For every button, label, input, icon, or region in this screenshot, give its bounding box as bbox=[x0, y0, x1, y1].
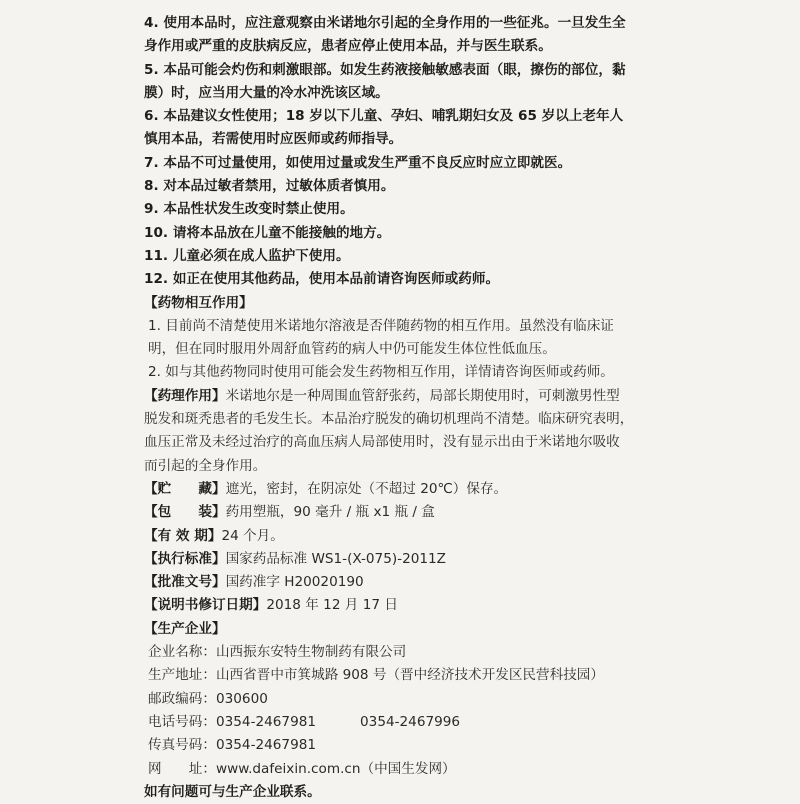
caution-line: 12. 如正在使用其他药品，使用本品前请咨询医师或药师。 bbox=[144, 271, 500, 288]
address-label: 生产地址： bbox=[148, 667, 216, 684]
fields-section bbox=[144, 478, 760, 618]
field-value: 24 个月。 bbox=[221, 527, 284, 544]
caution-line: 慎用本品，若需使用时应医师或药师指导。 bbox=[144, 131, 403, 148]
pharmacology-text: 血压正常及未经过治疗的高血压病人局部使用时，没有显示出由于米诺地尔吸收 bbox=[144, 434, 620, 451]
postcode-label: 邮政编码： bbox=[148, 690, 216, 707]
postcode-row bbox=[144, 688, 760, 711]
fax-label: 传真号码： bbox=[148, 737, 216, 754]
field-value: 2018 年 12 月 17 日 bbox=[266, 597, 398, 614]
field-label: 【执行标准】 bbox=[144, 550, 226, 567]
postcode-value: 030600 bbox=[215, 690, 268, 707]
pharmacology-text: 脱发和斑秃患者的毛发生长。本品治疗脱发的确切机理尚不清楚。临床研究表明， bbox=[144, 411, 634, 428]
field-value: 国药准字 H20020190 bbox=[225, 574, 364, 591]
package-row bbox=[144, 501, 760, 524]
pharmacology-text: 米诺地尔是一种周围血管舒张药，局部长期使用时，可刺激男性型 bbox=[225, 387, 620, 404]
interaction-line: 2. 如与其他药物同时使用可能会发生药物相互作用，详情请咨询医师或药师。 bbox=[148, 364, 614, 381]
cautions-section bbox=[144, 12, 760, 292]
website-label: 网 址： bbox=[148, 760, 216, 777]
website-row bbox=[144, 758, 760, 781]
fax-value: 0354-2467981 bbox=[215, 737, 317, 754]
caution-line: 身作用或严重的皮肤病反应，患者应停止使用本品，并与医生联系。 bbox=[144, 38, 552, 55]
caution-line: 膜）时，应当用大量的冷水冲洗该区域。 bbox=[144, 84, 389, 101]
pharmacology-text: 而引起的全身作用。 bbox=[144, 457, 267, 474]
field-label: 【包 装】 bbox=[144, 504, 226, 521]
field-value: 药用塑瓶，90 毫升 / 瓶 x1 瓶 / 盒 bbox=[225, 504, 435, 521]
pharmacology-section bbox=[144, 385, 760, 478]
website-link[interactable]: www.dafeixin.com.cn（中国生发网） bbox=[215, 760, 456, 777]
section-header: 【药物相互作用】 bbox=[144, 294, 253, 311]
storage-row bbox=[144, 478, 760, 501]
standard-row bbox=[144, 548, 760, 571]
field-label: 【贮 藏】 bbox=[144, 480, 226, 497]
address-row bbox=[144, 664, 760, 687]
manufacturer-section bbox=[144, 618, 760, 804]
phone-label: 电话号码： bbox=[148, 713, 216, 730]
phone-value: 0354-2467981 bbox=[215, 713, 317, 730]
phone-value: 0354-2467996 bbox=[360, 713, 461, 730]
section-header: 【生产企业】 bbox=[144, 620, 226, 637]
field-label: 【批准文号】 bbox=[144, 574, 226, 591]
revision-date-row bbox=[144, 594, 760, 617]
caution-line: 6. 本品建议女性使用；18 岁以下儿童、孕妇、哺乳期妇女及 65 岁以上老年人 bbox=[144, 108, 624, 125]
field-value: 国家药品标准 WS1-(X-075)-2011Z bbox=[225, 550, 446, 567]
field-label: 【有 效 期】 bbox=[144, 527, 222, 544]
interactions-section bbox=[144, 292, 760, 385]
caution-line: 9. 本品性状发生改变时禁止使用。 bbox=[144, 201, 354, 218]
approval-row bbox=[144, 571, 760, 594]
address-value: 山西省晋中市箕城路 908 号（晋中经济技术开发区民营科技园） bbox=[215, 667, 604, 684]
interaction-line: 明，但在同时服用外周舒血管药的病人中仍可能发生体位性低血压。 bbox=[148, 341, 556, 358]
field-label: 【说明书修订日期】 bbox=[144, 597, 267, 614]
caution-line: 11. 儿童必须在成人监护下使用。 bbox=[144, 247, 350, 264]
interaction-line: 1. 目前尚不清楚使用米诺地尔溶液是否伴随药物的相互作用。虽然没有临床证 bbox=[148, 317, 614, 334]
fax-row bbox=[144, 734, 760, 757]
company-name-label: 企业名称： bbox=[148, 644, 216, 661]
caution-line: 7. 本品不可过量使用，如使用过量或发生严重不良反应时应立即就医。 bbox=[144, 154, 572, 171]
company-name-row bbox=[144, 641, 760, 664]
company-name: 山西振东安特生物制药有限公司 bbox=[215, 644, 407, 661]
caution-line: 5. 本品可能会灼伤和刺激眼部。如发生药液接触敏感表面（眼，擦伤的部位，黏 bbox=[144, 61, 626, 78]
caution-line: 10. 请将本品放在儿童不能接触的地方。 bbox=[144, 224, 391, 241]
contact-note: 如有问题可与生产企业联系。 bbox=[144, 783, 321, 800]
field-value: 遮光，密封，在阴凉处（不超过 20℃）保存。 bbox=[225, 480, 508, 497]
validity-row bbox=[144, 525, 760, 548]
section-label: 【药理作用】 bbox=[144, 387, 226, 404]
phone-row bbox=[144, 711, 760, 734]
caution-line: 8. 对本品过敏者禁用，过敏体质者慎用。 bbox=[144, 178, 395, 195]
caution-line: 4. 使用本品时，应注意观察由米诺地尔引起的全身作用的一些征兆。一旦发生全 bbox=[144, 15, 626, 31]
